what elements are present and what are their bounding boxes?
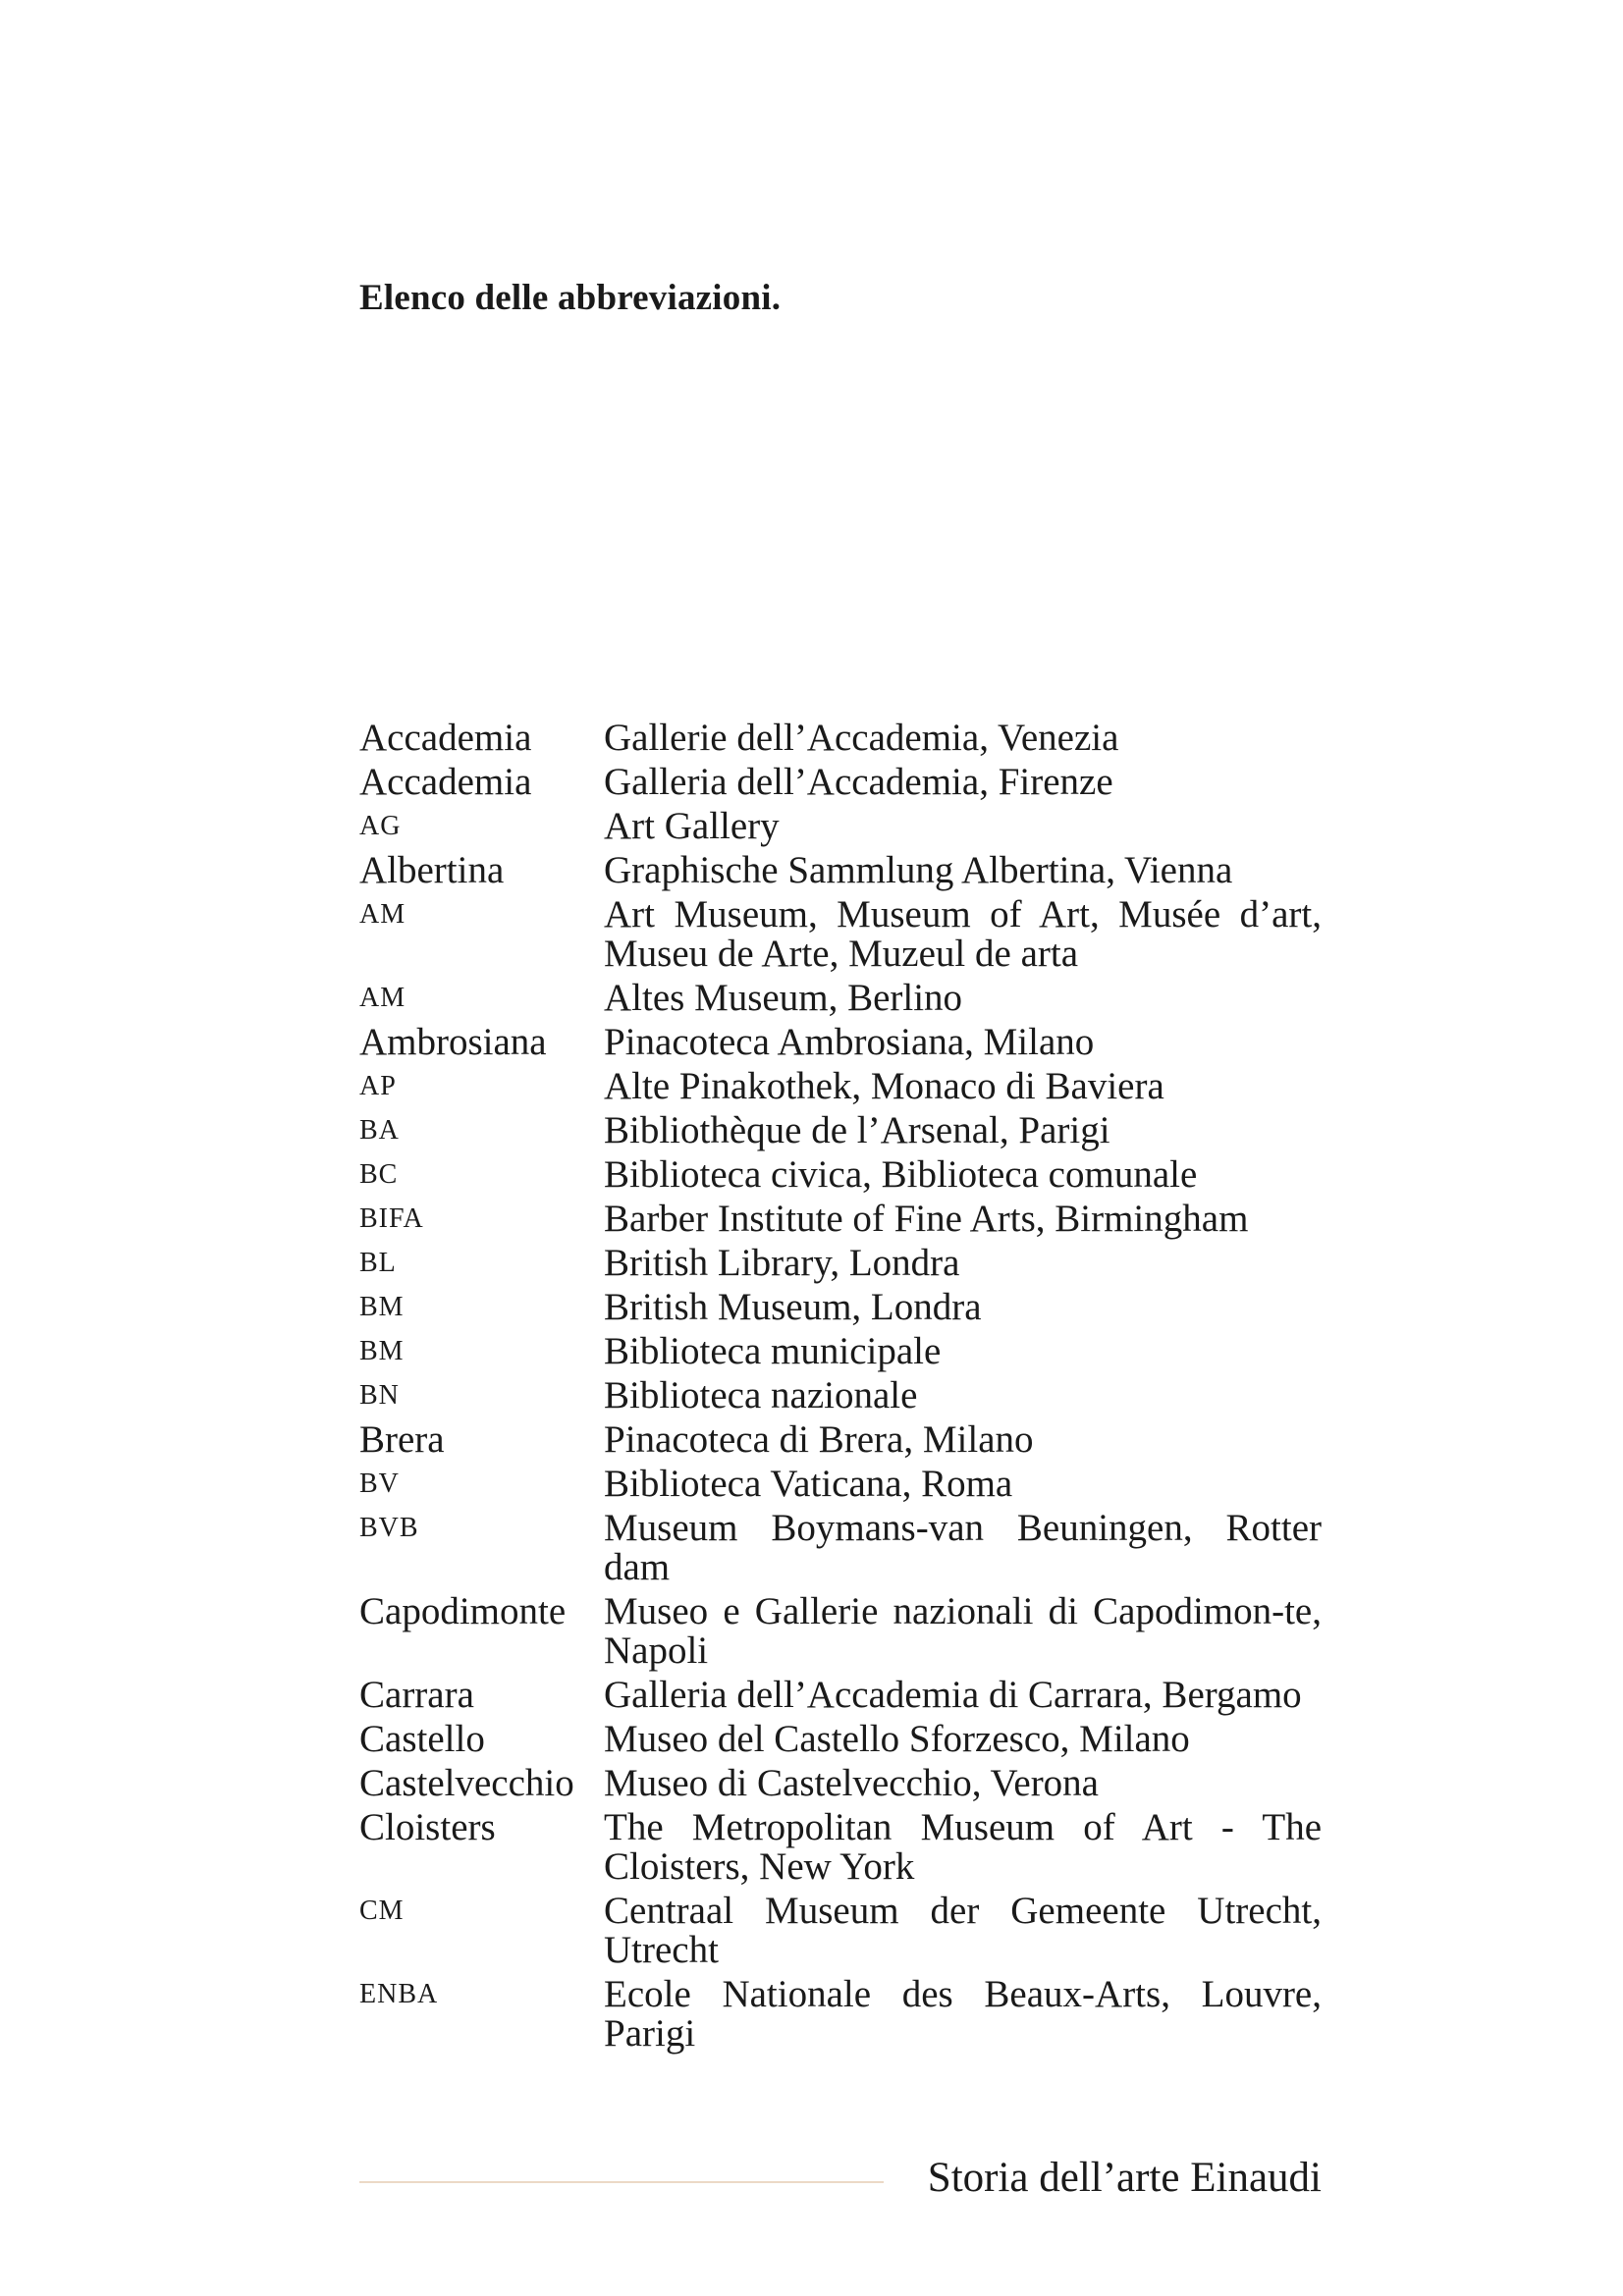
abbreviation-term: BV — [359, 1468, 400, 1499]
abbreviation-row — [359, 1892, 1322, 1970]
abbreviation-row — [359, 1676, 1322, 1715]
abbreviation-definition: Pinacoteca Ambrosiana, Milano — [604, 1021, 1095, 1063]
abbreviation-definition: Centraal Museum der Gemeente Utrecht, Utrecht — [604, 1890, 1322, 1971]
abbreviation-definition: Museo del Castello Sforzesco, Milano — [604, 1718, 1190, 1760]
abbreviation-term: Albertina — [359, 849, 505, 891]
abbreviation-term: Ambrosiana — [359, 1021, 547, 1063]
abbreviation-definition: Biblioteca Vaticana, Roma — [604, 1463, 1013, 1505]
abbreviation-definition: The Metropolitan Museum of Art - The Cloisters, New York — [604, 1806, 1322, 1888]
abbreviation-term: Accademia — [359, 761, 532, 803]
abbreviation-term: Brera — [359, 1418, 445, 1461]
abbreviation-row — [359, 1764, 1322, 1803]
abbreviation-term: Accademia — [359, 717, 532, 759]
abbreviation-term: BIFA — [359, 1203, 424, 1234]
abbreviation-term: ENBA — [359, 1979, 439, 2009]
abbreviation-row — [359, 1808, 1322, 1887]
abbreviation-row — [359, 895, 1322, 974]
abbreviation-term: Carrara — [359, 1674, 474, 1716]
abbreviation-list — [359, 719, 1322, 2058]
abbreviation-definition: Galleria dell’Accademia di Carrara, Bergamo — [604, 1674, 1302, 1716]
abbreviation-term: BVB — [359, 1513, 419, 1543]
abbreviation-row — [359, 1592, 1322, 1671]
abbreviation-definition: Alte Pinakothek, Monaco di Baviera — [604, 1065, 1164, 1107]
abbreviation-definition: Ecole Nationale des Beaux-Arts, Louvre, Parigi — [604, 1973, 1322, 2055]
abbreviation-row — [359, 1288, 1322, 1327]
abbreviation-row — [359, 719, 1322, 758]
abbreviation-definition: Art Gallery — [604, 805, 780, 847]
abbreviation-term: Cloisters — [359, 1806, 496, 1848]
abbreviation-term: BC — [359, 1159, 399, 1190]
abbreviation-term: BM — [359, 1336, 405, 1366]
abbreviation-row — [359, 1509, 1322, 1587]
abbreviation-term: Capodimonte — [359, 1590, 567, 1632]
abbreviation-definition: Pinacoteca di Brera, Milano — [604, 1418, 1034, 1461]
abbreviation-row — [359, 1244, 1322, 1283]
abbreviation-row — [359, 807, 1322, 846]
abbreviation-row — [359, 1332, 1322, 1371]
abbreviation-row — [359, 1200, 1322, 1239]
abbreviation-definition: Galleria dell’Accademia, Firenze — [604, 761, 1113, 803]
footer-publication-title: Storia dell’arte Einaudi — [927, 2155, 1322, 2201]
abbreviation-term: Castelvecchio — [359, 1762, 574, 1804]
abbreviation-term: BN — [359, 1380, 400, 1411]
abbreviation-row — [359, 763, 1322, 802]
abbreviation-row — [359, 1720, 1322, 1759]
abbreviation-definition: Altes Museum, Berlino — [604, 977, 963, 1019]
abbreviation-row — [359, 1376, 1322, 1415]
abbreviation-definition: British Library, Londra — [604, 1242, 960, 1284]
abbreviation-definition: Biblioteca municipale — [604, 1330, 942, 1372]
abbreviation-row — [359, 851, 1322, 890]
abbreviation-row — [359, 1023, 1322, 1062]
abbreviation-definition: Biblioteca nazionale — [604, 1374, 918, 1416]
abbreviation-term: AM — [359, 983, 406, 1013]
abbreviation-row — [359, 1067, 1322, 1106]
abbreviation-row — [359, 1975, 1322, 2054]
abbreviation-row — [359, 1111, 1322, 1150]
abbreviation-term: AG — [359, 811, 402, 841]
abbreviation-definition: Museo di Castelvecchio, Verona — [604, 1762, 1099, 1804]
abbreviation-term: AM — [359, 899, 406, 930]
abbreviation-definition: Museum Boymans-van Beuningen, Rotter dam — [604, 1507, 1322, 1588]
abbreviation-term: Castello — [359, 1718, 485, 1760]
footer-divider — [359, 2181, 884, 2183]
abbreviation-row — [359, 1465, 1322, 1504]
abbreviation-term: BA — [359, 1115, 400, 1146]
abbreviation-definition: Bibliothèque de l’Arsenal, Parigi — [604, 1109, 1110, 1151]
abbreviation-row — [359, 1420, 1322, 1460]
abbreviation-term: AP — [359, 1071, 397, 1101]
abbreviation-definition: British Museum, Londra — [604, 1286, 982, 1328]
abbreviation-definition: Museo e Gallerie nazionali di Capodimon-te, Napoli — [604, 1590, 1322, 1672]
abbreviation-term: BM — [359, 1292, 405, 1322]
abbreviation-term: BL — [359, 1248, 397, 1278]
abbreviation-definition: Barber Institute of Fine Arts, Birmingham — [604, 1198, 1249, 1240]
abbreviation-definition: Gallerie dell’Accademia, Venezia — [604, 717, 1119, 759]
abbreviation-definition: Graphische Sammlung Albertina, Vienna — [604, 849, 1233, 891]
abbreviation-definition: Art Museum, Museum of Art, Musée d’art, Museu de Arte, Muzeul de arta — [604, 893, 1322, 975]
abbreviation-row — [359, 1155, 1322, 1195]
abbreviation-row — [359, 979, 1322, 1018]
abbreviation-term: CM — [359, 1896, 405, 1926]
page-title: Elenco delle abbreviazioni. — [359, 278, 782, 318]
abbreviation-definition: Biblioteca civica, Biblioteca comunale — [604, 1153, 1198, 1196]
